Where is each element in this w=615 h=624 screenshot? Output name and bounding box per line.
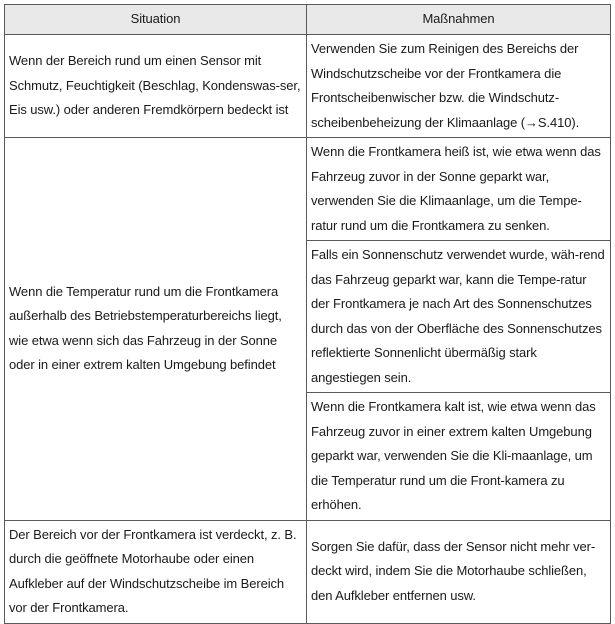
situation-cell xyxy=(5,520,307,623)
situation-text: Wenn die Temperatur rund um die Frontkamera außerhalb des Betriebstemperaturbereichs liegt, wie etwa wenn sich das Fahrzeug in der Sonne oder in einer extrem kalten Umgebung befindet xyxy=(9,283,282,373)
measure-cell xyxy=(307,35,611,138)
situation-text: Wenn der Bereich rund um einen Sensor mit Schmutz, Feuchtigkeit (Beschlag, Kondenswas-ser, Eis usw.) oder anderen Fremdkörpern bedeckt ist xyxy=(9,53,301,118)
measure-cell xyxy=(307,520,611,623)
measure-text: Verwenden Sie zum Reinigen des Bereichs der Windschutzscheibe vor der Frontkamera die Frontscheibenwischer bzw. die Windschutz-scheibenbeheizung der Klimaanlage (→S.410). xyxy=(311,41,580,130)
measure-cell xyxy=(307,138,611,241)
situation-cell xyxy=(5,138,307,521)
measure-cell xyxy=(307,393,611,521)
table-header-row xyxy=(5,5,611,35)
situation-text: Der Bereich vor der Frontkamera ist verdeckt, z. B. durch die geöffnete Motorhaube oder einen Aufkleber auf der Windschutzscheibe im Bereich vor der Frontkamera. xyxy=(9,526,297,615)
measure-text: Sorgen Sie dafür, dass der Sensor nicht mehr ver-deckt wird, indem Sie die Motorhaube schließen, den Aufkleber entfernen usw. xyxy=(311,538,596,603)
table-row xyxy=(5,35,611,138)
measure-cell xyxy=(307,241,611,393)
measure-text: Wenn die Frontkamera heiß ist, wie etwa wenn das Fahrzeug zuvor in der Sonne geparkt war, verwenden Sie die Klimaanlage, um die Tempe-ratur rund um die Frontkamera zu senken. xyxy=(311,144,601,233)
situation-measures-table xyxy=(4,4,611,624)
measure-text: Falls ein Sonnenschutz verwendet wurde, wäh-rend das Fahrzeug geparkt war, kann die Tempe-ratur der Frontkamera je nach Art des Sonnenschutzes durch das von der Oberfläche des Sonnenschutzes reflektierte Sonnenlicht übermäßig stark angestiegen sein. xyxy=(311,247,605,385)
table-row xyxy=(5,520,611,623)
table-row xyxy=(5,138,611,241)
situation-cell xyxy=(5,35,307,138)
measure-text: Wenn die Frontkamera kalt ist, wie etwa wenn das Fahrzeug zuvor in einer extrem kalten Umgebung geparkt war, verwenden Sie die Kli-maanlage, um die Temperatur rund um die Front-kamera zu erhöhen. xyxy=(311,399,596,512)
header-measures: Maßnahmen xyxy=(307,5,611,35)
header-situation: Situation xyxy=(5,5,307,35)
